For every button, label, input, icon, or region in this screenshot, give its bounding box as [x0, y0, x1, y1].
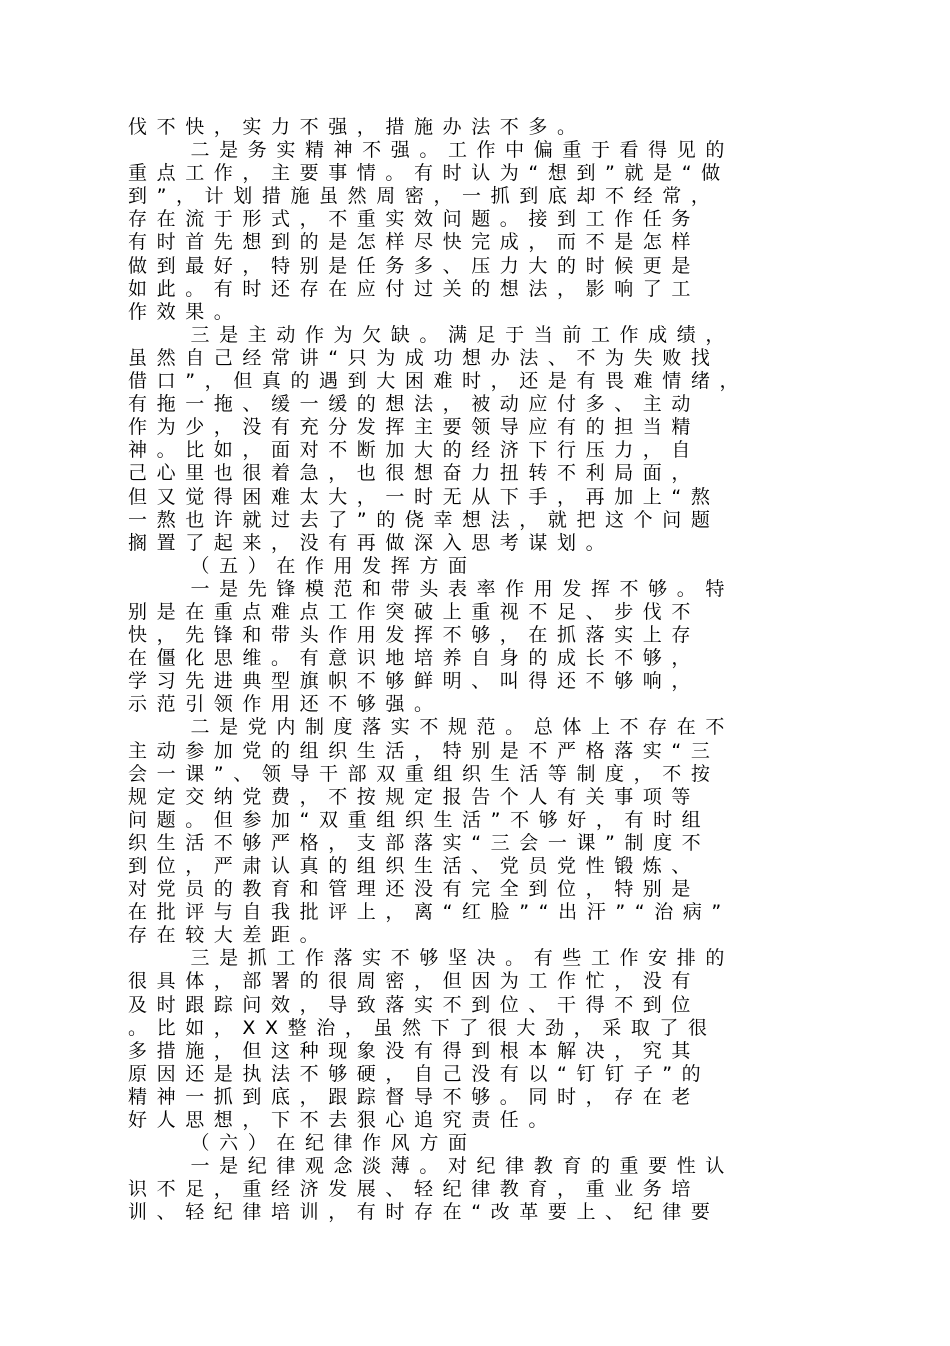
- text-line: 很具体，部署的很周密，但因为工作忙，没有: [128, 970, 701, 993]
- text-line: 主动参加党的组织生活，特别是不严格落实“三: [128, 739, 720, 762]
- text-line: 精神一抓到底，跟踪督导不够。同时，存在老: [128, 1085, 701, 1108]
- text-line: 一熬也许就过去了”的侥幸想法，就把这个问题: [128, 508, 720, 531]
- text-line: 会一课”、领导干部双重组织生活等制度，不按: [128, 762, 720, 785]
- text-line: 三是抓工作落实不够坚决。有些工作安排的: [128, 947, 734, 970]
- text-line: 有拖一拖、缓一缓的想法，被动应付多、主动: [128, 393, 701, 416]
- text-line: 二是党内制度落实不规范。总体上不存在不: [128, 716, 734, 739]
- text-line: 快，先锋和带头作用发挥不够，在抓落实上存: [128, 624, 701, 647]
- text-line: 己心里也很着急，也很想奋力扭转不利局面，: [128, 462, 701, 485]
- text-line: 伐不快，实力不强，措施办法不多。: [128, 116, 586, 138]
- text-line: 规定交纳党费，不按规定报告个人有关事项等: [128, 785, 701, 808]
- text-line: 及时跟踪问效，导致落实不到位、干得不到位: [128, 993, 701, 1016]
- text-line: 有时首先想到的是怎样尽快完成，而不是怎样: [128, 231, 701, 254]
- text-line: 存在较大差距。: [128, 924, 329, 947]
- text-line: 。比如，XX整治，虽然下了很大劲，采取了很: [128, 1016, 717, 1039]
- text-line: 在僵化思维。有意识地培养自身的成长不够，: [128, 647, 701, 670]
- text-line: 重点工作，主要事情。有时认为“想到”就是“做: [128, 162, 730, 185]
- text-line: 一是先锋模范和带头表率作用发挥不够。特: [128, 577, 734, 600]
- text-line: 识不足，重经济发展、轻纪律教育，重业务培: [128, 1178, 701, 1201]
- text-line: 好人思想，下不去狠心追究责任。: [128, 1109, 558, 1132]
- text-line: 搁置了起来，没有再做深入思考谋划。: [128, 531, 615, 554]
- text-line: 二是务实精神不强。工作中偏重于看得见的: [128, 139, 734, 162]
- text-line: 织生活不够严格，支部落实“三会一课”制度不: [128, 831, 711, 854]
- text-line: 借口”，但真的遇到大困难时，还是有畏难情绪，: [128, 370, 749, 393]
- text-line: 存在流于形式，不重实效问题。接到工作任务: [128, 208, 701, 231]
- body-text: [128, 116, 828, 1225]
- text-line: 虽然自己经常讲“只为成功想办法、不为失败找: [128, 346, 720, 369]
- text-line: 问题。但参加“双重组织生活”不够好，有时组: [128, 808, 711, 831]
- text-line: 如此。有时还存在应付过关的想法，影响了工: [128, 277, 701, 300]
- text-line: 做到最好，特别是任务多、压力大的时候更是: [128, 254, 701, 277]
- text-line: 别是在重点难点工作突破上重视不足、步伐不: [128, 600, 701, 623]
- text-line: 但又觉得困难太大，一时无从下手，再加上“熬: [128, 485, 720, 508]
- text-line: 到位，严肃认真的组织生活、党员党性锻炼、: [128, 855, 701, 877]
- text-line: 作为少，没有充分发挥主要领导应有的担当精: [128, 416, 701, 439]
- text-line: 作效果。: [128, 300, 243, 323]
- text-line: 原因还是执法不够硬，自己没有以“钉钉子”的: [128, 1062, 711, 1085]
- text-line: 多措施，但这种现象没有得到根本解决，究其: [128, 1039, 701, 1062]
- text-line: 学习先进典型旗帜不够鲜明、叫得还不够响，: [128, 670, 701, 693]
- section-heading: （六）在纪律作风方面: [128, 1132, 477, 1155]
- text-line: 到”，计划措施虽然周密，一抓到底却不经常，: [128, 185, 720, 208]
- text-line: 神。比如，面对不断加大的经济下行压力，自: [128, 439, 701, 462]
- text-line: 对党员的教育和管理还没有完全到位，特别是: [128, 878, 701, 901]
- text-line: 示范引领作用还不够强。: [128, 693, 443, 716]
- text-line: 一是纪律观念淡薄。对纪律教育的重要性认: [128, 1155, 734, 1178]
- text-line: 三是主动作为欠缺。满足于当前工作成绩，: [128, 323, 734, 346]
- text-line: 训、轻纪律培训，有时存在“改革要上、纪律要: [128, 1201, 720, 1224]
- text-line: 在批评与自我批评上，离“红脸”“出汗”“治病”: [128, 901, 731, 924]
- section-heading: （五）在作用发挥方面: [128, 554, 477, 577]
